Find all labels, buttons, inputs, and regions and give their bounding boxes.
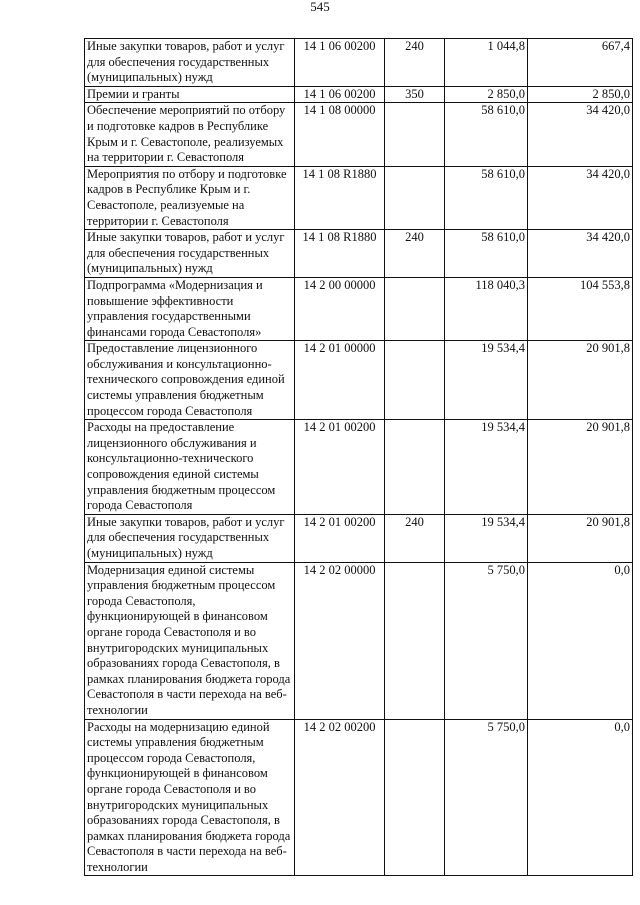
table-row xyxy=(85,562,633,719)
item-name: Предоставление лицензионного обслуживания и консультационно-технического сопровождения единой системы управления бюджетным процессом города Севастополя xyxy=(85,341,295,420)
amount-second: 34 420,0 xyxy=(528,103,633,166)
amount-first: 58 610,0 xyxy=(445,103,528,166)
amount-first: 1 044,8 xyxy=(445,39,528,87)
table-row xyxy=(85,39,633,87)
amount-first: 118 040,3 xyxy=(445,277,528,340)
expense-type-code xyxy=(385,420,445,515)
amount-second: 20 901,8 xyxy=(528,341,633,420)
expense-type-code: 240 xyxy=(385,514,445,562)
table-row xyxy=(85,514,633,562)
amount-first: 5 750,0 xyxy=(445,562,528,719)
expense-type-code xyxy=(385,277,445,340)
target-article-code: 14 2 02 00200 xyxy=(295,719,385,876)
table-row xyxy=(85,166,633,229)
target-article-code: 14 1 06 00200 xyxy=(295,86,385,103)
amount-second: 2 850,0 xyxy=(528,86,633,103)
table-row xyxy=(85,341,633,420)
item-name: Иные закупки товаров, работ и услуг для обеспечения государственных (муниципальных) нужд xyxy=(85,230,295,278)
page-number: 545 xyxy=(310,0,330,14)
expense-type-code: 240 xyxy=(385,230,445,278)
item-name: Подпрограмма «Модернизация и повышение эффективности управления государственными финансами города Севастополя» xyxy=(85,277,295,340)
expense-type-code xyxy=(385,562,445,719)
expense-type-code: 240 xyxy=(385,39,445,87)
amount-first: 58 610,0 xyxy=(445,166,528,229)
amount-first: 19 534,4 xyxy=(445,514,528,562)
amount-second: 20 901,8 xyxy=(528,420,633,515)
item-name: Иные закупки товаров, работ и услуг для обеспечения государственных (муниципальных) нужд xyxy=(85,514,295,562)
target-article-code: 14 1 08 R1880 xyxy=(295,230,385,278)
target-article-code: 14 2 02 00000 xyxy=(295,562,385,719)
amount-second: 667,4 xyxy=(528,39,633,87)
expense-type-code xyxy=(385,103,445,166)
table-row xyxy=(85,103,633,166)
table-row xyxy=(85,277,633,340)
amount-second: 20 901,8 xyxy=(528,514,633,562)
amount-second: 104 553,8 xyxy=(528,277,633,340)
item-name: Премии и гранты xyxy=(85,86,295,103)
expense-type-code xyxy=(385,719,445,876)
item-name: Расходы на модернизацию единой системы управления бюджетным процессом города Севастополя, функционирующей в финансовом органе города Севастополя и во внутригородских муниципальных образованиях города Севастополя, в рамках планирования бюджета города Севастополя в части перехода на веб-технологии xyxy=(85,719,295,876)
expense-type-code: 350 xyxy=(385,86,445,103)
table-row xyxy=(85,719,633,876)
item-name: Модернизация единой системы управления бюджетным процессом города Севастополя, функционирующей в финансовом органе города Севастополя и во внутригородских муниципальных образованиях города Севастополя, в рамках планирования бюджета города Севастополя в части перехода на веб-технологии xyxy=(85,562,295,719)
expense-type-code xyxy=(385,166,445,229)
target-article-code: 14 2 01 00200 xyxy=(295,514,385,562)
target-article-code: 14 1 08 00000 xyxy=(295,103,385,166)
item-name: Иные закупки товаров, работ и услуг для обеспечения государственных (муниципальных) нужд xyxy=(85,39,295,87)
amount-first: 5 750,0 xyxy=(445,719,528,876)
target-article-code: 14 2 00 00000 xyxy=(295,277,385,340)
amount-second: 34 420,0 xyxy=(528,230,633,278)
amount-second: 0,0 xyxy=(528,719,633,876)
item-name: Обеспечение мероприятий по отбору и подготовке кадров в Республике Крым и г. Севастополе, реализуемых на территории г. Севастополя xyxy=(85,103,295,166)
item-name: Мероприятия по отбору и подготовке кадров в Республике Крым и г. Севастополе, реализуемые на территории г. Севастополя xyxy=(85,166,295,229)
amount-first: 58 610,0 xyxy=(445,230,528,278)
amount-first: 2 850,0 xyxy=(445,86,528,103)
amount-second: 34 420,0 xyxy=(528,166,633,229)
target-article-code: 14 2 01 00200 xyxy=(295,420,385,515)
amount-second: 0,0 xyxy=(528,562,633,719)
table-row xyxy=(85,420,633,515)
amount-first: 19 534,4 xyxy=(445,341,528,420)
target-article-code: 14 1 08 R1880 xyxy=(295,166,385,229)
item-name: Расходы на предоставление лицензионного обслуживания и консультационно-технического сопровождения единой системы управления бюджетным процессом города Севастополя xyxy=(85,420,295,515)
target-article-code: 14 2 01 00000 xyxy=(295,341,385,420)
budget-table xyxy=(84,38,633,876)
amount-first: 19 534,4 xyxy=(445,420,528,515)
table-row xyxy=(85,86,633,103)
target-article-code: 14 1 06 00200 xyxy=(295,39,385,87)
table-row xyxy=(85,230,633,278)
expense-type-code xyxy=(385,341,445,420)
